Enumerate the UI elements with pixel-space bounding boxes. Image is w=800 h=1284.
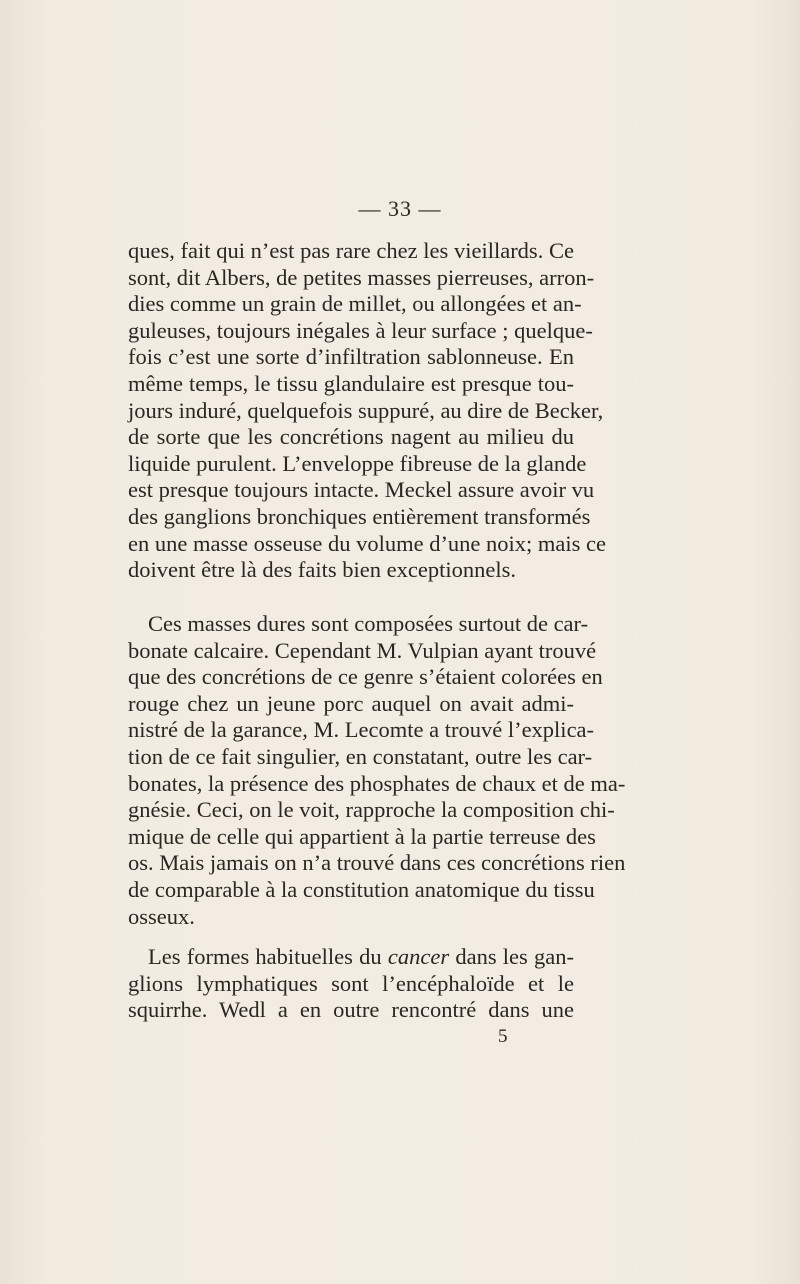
text-line: de sorte que les concrétions nagent au milieu du [128, 424, 574, 450]
text-fragment: Les formes habituelles du [148, 944, 382, 969]
text-line: nistré de la garance, M. Lecomte a trouvé l’explica- [128, 717, 595, 743]
text-line: même temps, le tissu glandulaire est presque tou- [128, 370, 574, 396]
text-line: gnésie. Ceci, on le voit, rapproche la composition chi- [128, 797, 615, 823]
italic-term: cancer [387, 944, 450, 969]
text-line: squirrhe. Wedl a en outre rencontré dans une [128, 997, 574, 1023]
text-line: sont, dit Albers, de petites masses pierreuses, arron- [128, 264, 595, 290]
text-line: est presque toujours intacte. Meckel assure avoir vu [128, 477, 595, 503]
paragraph-3 [128, 944, 574, 1024]
text-line: ques, fait qui n’est pas rare chez les vieillards. Ce [128, 238, 574, 263]
text-line: fois c’est une sorte d’infiltration sablonneuse. En [128, 344, 574, 370]
text-line: osseux. [128, 903, 195, 929]
text-fragment: dans les gan- [455, 944, 575, 969]
text-line: bonate calcaire. Cependant M. Vulpian ayant trouvé [128, 637, 597, 663]
text-line: tion de ce fait singulier, en constatant, outre les car- [128, 743, 593, 769]
page-number: — 33 — [358, 196, 442, 221]
text-line: que des concrétions de ce genre s’étaient colorées en [128, 664, 603, 690]
text-line: en une masse osseuse du volume d’une noix; mais ce [128, 530, 607, 556]
text-line: de comparable à la constitution anatomique du tissu [128, 876, 595, 902]
text-line: guleuses, toujours inégales à leur surface ; quelque- [128, 317, 593, 343]
text-line: bonates, la présence des phosphates de chaux et de ma- [128, 770, 626, 796]
text-line: Ces masses dures sont composées surtout de car- [148, 611, 589, 636]
text-line: liquide purulent. L’enveloppe fibreuse de la glande [128, 450, 587, 476]
text-line: doivent être là des faits bien exceptionnels. [128, 557, 516, 583]
text-line: dies comme un grain de millet, ou allongées et an- [128, 291, 582, 317]
text-line: mique de celle qui appartient à la partie terreuse des [128, 823, 596, 849]
paragraph-1 [128, 238, 607, 584]
text-line: os. Mais jamais on n’a trouvé dans ces concrétions rien [128, 850, 626, 876]
paragraph-2 [128, 611, 626, 930]
text-line: des ganglions bronchiques entièrement transformés [128, 503, 591, 529]
text-line [128, 944, 574, 971]
text-line: rouge chez un jeune porc auquel on avait admi- [128, 690, 574, 716]
signature-mark: 5 [498, 1026, 508, 1047]
text-line: glions lymphatiques sont l’encéphaloïde et le [128, 970, 574, 996]
text-line: jours induré, quelquefois suppuré, au dire de Becker, [128, 397, 604, 423]
